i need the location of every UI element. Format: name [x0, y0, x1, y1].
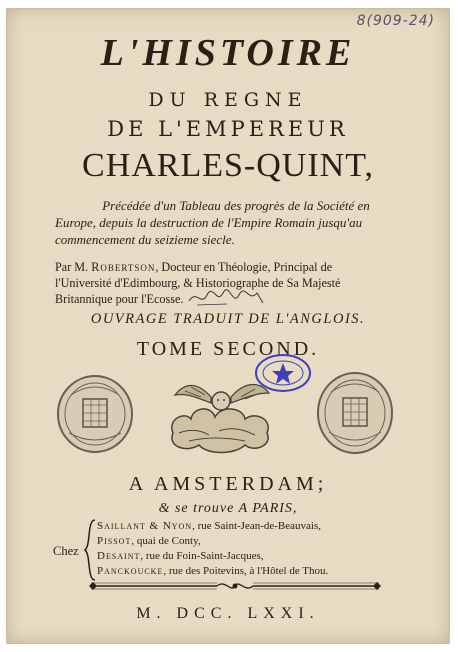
- seller-address: , quai de Conty,: [131, 535, 201, 547]
- title-line-1: L'HISTOIRE: [100, 32, 356, 74]
- list-item: [97, 549, 417, 564]
- library-seal-right-icon: [315, 370, 395, 456]
- author-line-3: Britannique pour l'Ecosse.: [55, 292, 184, 306]
- title-line-4: CHARLES-QUINT,: [82, 147, 374, 184]
- title-page: [6, 8, 450, 644]
- author-line-1: , Docteur en Théologie, Principal de: [155, 260, 333, 274]
- library-seal-left-icon: [55, 373, 135, 455]
- list-item: [97, 519, 417, 534]
- title-line-2: DU REGNE: [148, 89, 308, 111]
- author-line-2: l'Université d'Edimbourg, & Historiographe de Sa Majesté: [55, 276, 341, 290]
- seller-address: , rue Saint-Jean-de-Beauvais,: [192, 520, 322, 532]
- subtitle-line-2: Europe, depuis la destruction de l'Empire Romain jusqu'au: [55, 215, 363, 230]
- seller-name: Saillant & Nyon: [97, 520, 193, 532]
- list-item: [97, 564, 417, 579]
- seller-name: Pissot: [97, 535, 132, 547]
- imprint-also: & se trouve A PARIS,: [158, 501, 298, 516]
- list-item: [97, 534, 417, 549]
- seller-name: Panckoucke: [97, 565, 164, 577]
- subtitle-line-3: commencement du seizieme siecle.: [55, 232, 235, 247]
- brace-icon: [83, 519, 97, 581]
- title-line-3: DE L'EMPEREUR: [107, 117, 349, 141]
- handwritten-scribble-icon: [187, 287, 267, 309]
- author-prefix: Par M.: [55, 260, 89, 274]
- imprint-date: M. DCC. LXXI.: [136, 605, 320, 622]
- seller-name: Desaint: [97, 550, 141, 562]
- imprint-chez: Chez: [53, 544, 79, 558]
- sellers-list: [97, 519, 417, 579]
- volume-label: TOME SECOND.: [136, 338, 320, 360]
- shelfmark: 8(909-24): [356, 13, 435, 29]
- library-stamp-icon: [253, 353, 313, 399]
- seller-address: , rue du Foin-Saint-Jacques,: [140, 550, 264, 562]
- ornament-rule-icon: [87, 579, 383, 593]
- seller-address: , rue des Poitevins, à l'Hôtel de Thou.: [163, 565, 329, 577]
- imprint-city: A AMSTERDAM;: [128, 473, 328, 495]
- translation-note: OUVRAGE TRADUIT DE L'ANGLOIS.: [90, 311, 366, 327]
- subtitle: [55, 197, 417, 248]
- author-name: Robertson: [91, 260, 156, 274]
- subtitle-line-1: Précédée d'un Tableau des progrès de la Société en: [102, 198, 370, 213]
